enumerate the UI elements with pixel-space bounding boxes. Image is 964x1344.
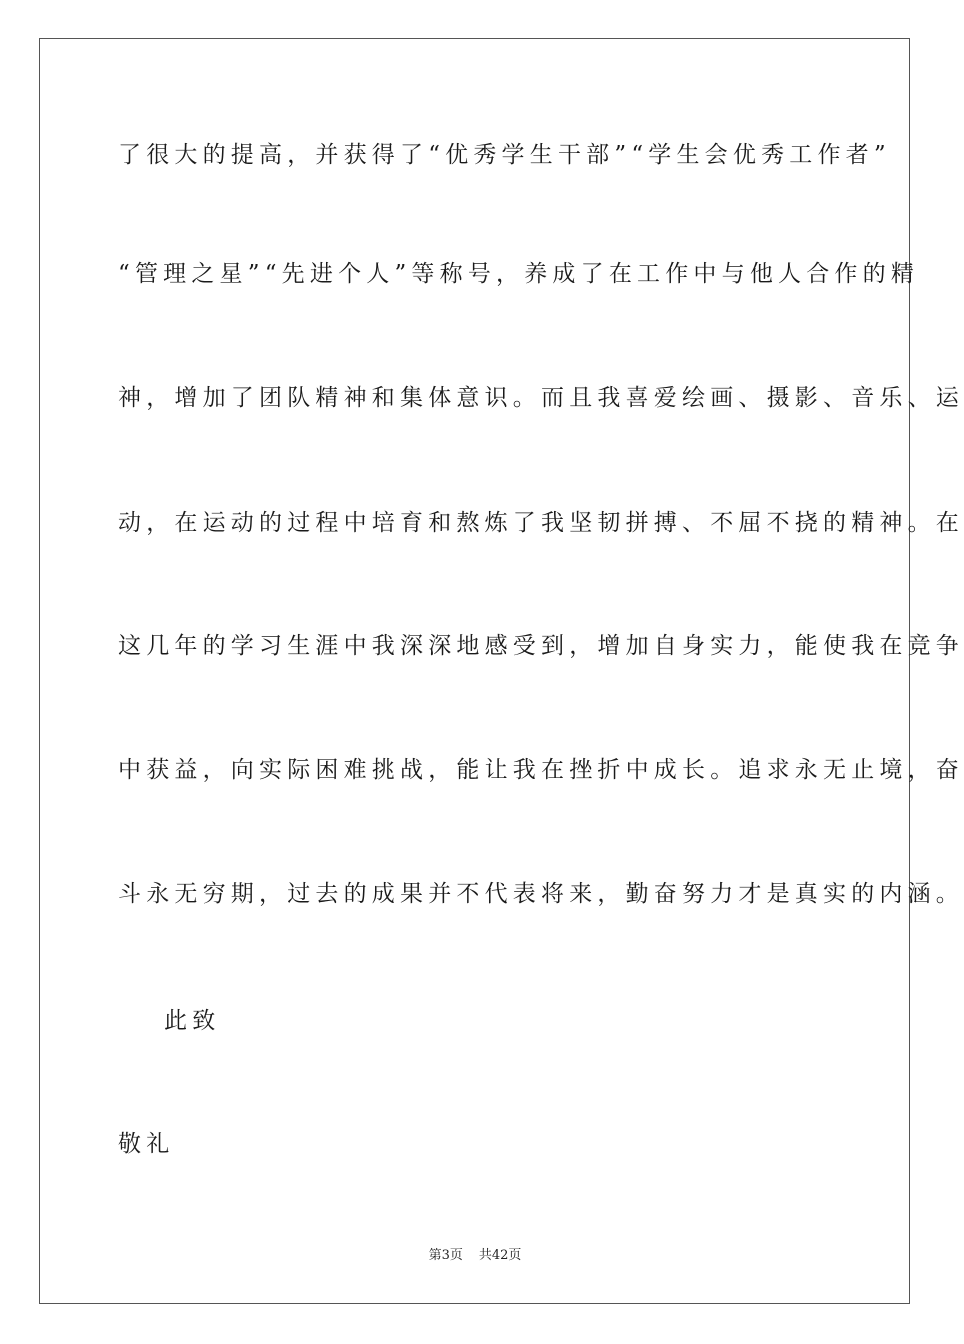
salutation-text: 敬礼 — [118, 1131, 175, 1157]
body-line-2: “管理之星”“先进个人”等称号，养成了在工作中与他人合作的精 — [118, 261, 920, 287]
page-number: 第3页 — [428, 1248, 463, 1263]
body-line-5: 这几年的学习生涯中我深深地感受到，增加自身实力，能使我在竞争 — [118, 633, 964, 659]
page-total: 共42页 — [478, 1248, 522, 1263]
page-frame — [39, 38, 964, 1304]
body-line-3: 神，增加了团队精神和集体意识。而且我喜爱绘画、摄影、音乐、运 — [118, 385, 964, 411]
body-line-4: 动，在运动的过程中培育和熬炼了我坚韧拼搏、不屈不挠的精神。在 — [118, 510, 964, 536]
page-footer — [0, 1247, 950, 1265]
closing-text: 此致 — [164, 1008, 221, 1034]
body-line-7: 斗永无穷期，过去的成果并不代表将来，勤奋努力才是真实的内涵。 — [118, 881, 964, 907]
body-line-6: 中获益，向实际困难挑战，能让我在挫折中成长。追求永无止境，奋 — [118, 757, 964, 783]
body-line-1: 了很大的提高，并获得了“优秀学生干部”“学生会优秀工作者” — [118, 142, 891, 168]
